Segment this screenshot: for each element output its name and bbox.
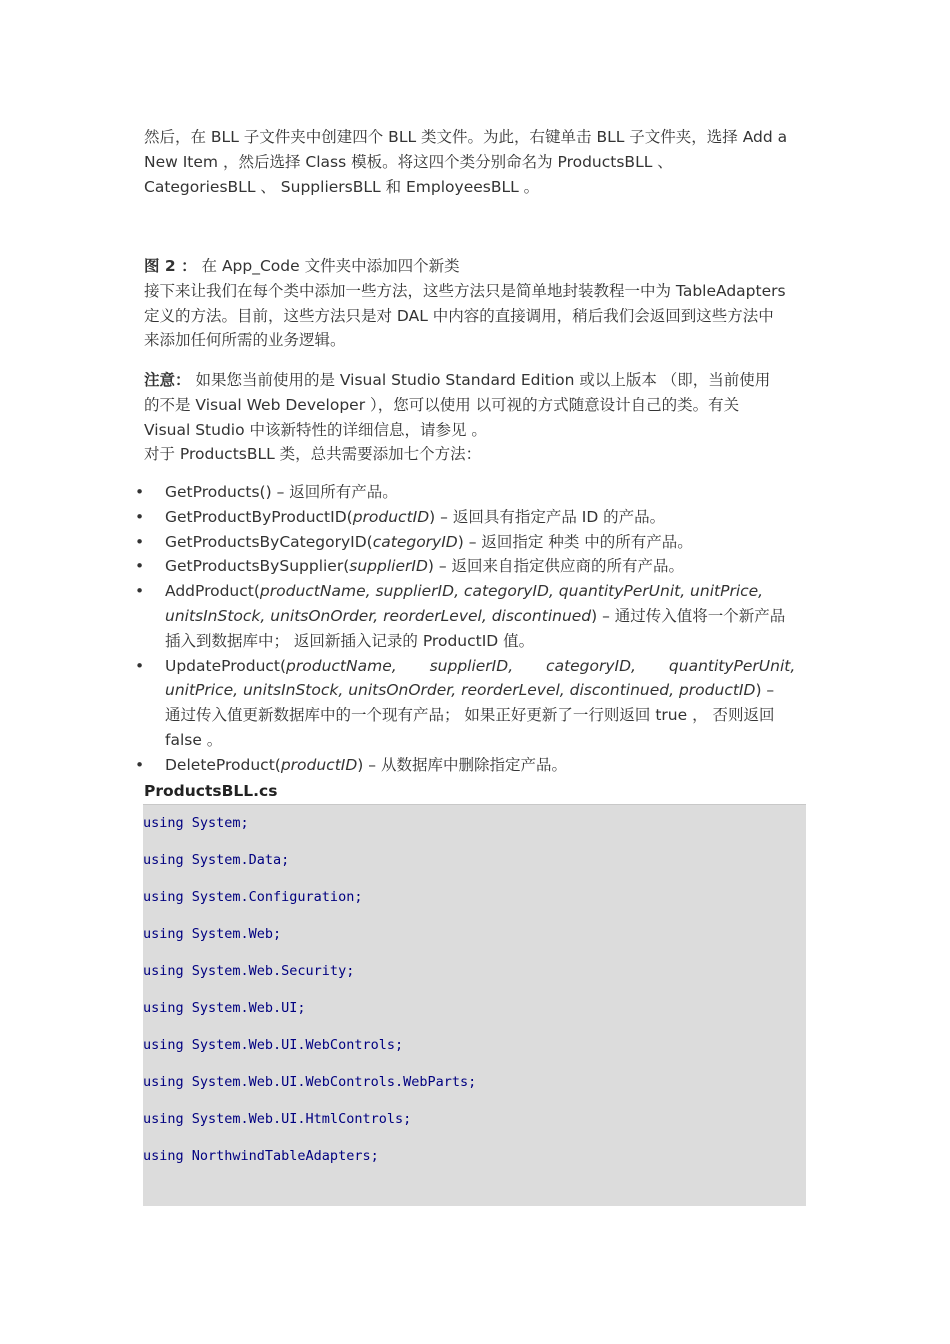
note-line-3: Visual Studio 中该新特性的详细信息，请参见 。 (144, 420, 487, 439)
intro-line-3: CategoriesBLL 、 SuppliersBLL 和 EmployeesBLL 。 (144, 177, 540, 196)
figure-caption-paragraph (144, 254, 807, 353)
code-line: using System.Web.UI; (143, 1000, 306, 1016)
code-line: using System.Web; (143, 926, 282, 942)
note-line-2: 的不是 Visual Web Developer ），您可以使用 以可视的方式随意设计自己的类。有关 (144, 395, 740, 414)
code-line: using System.Web.UI.WebControls; (143, 1037, 404, 1053)
code-line: using NorthwindTableAdapters; (143, 1148, 379, 1164)
list-item: • DeleteProduct(productID) – 从数据库中删除指定产品。 (135, 755, 567, 774)
code-line: using System.Web.Security; (143, 963, 355, 979)
list-item: • GetProductsByCategoryID(categoryID) – 返回指定 种类 中的所有产品。 (135, 532, 693, 551)
intro-line-1: 然后，在 BLL 子文件夹中创建四个 BLL 类文件。为此，右键单击 BLL 子文件夹，选择 Add a (144, 128, 788, 146)
list-item: • GetProductsBySupplier(supplierID) – 返回来自指定供应商的所有产品。 (135, 557, 685, 576)
note-line-1: 注意： 如果您当前使用的是 Visual Studio Standard Edition 或以上版本 （即，当前使用 (144, 371, 771, 389)
code-block (143, 804, 806, 1206)
intro-line-2: New Item ，然后选择 Class 模板。将这四个类分别命名为 ProductsBLL 、 (144, 152, 673, 171)
list-item: • AddProduct(productName, supplierID, categoryID, quantityPerUnit, unitPrice, unitsInStock, unitsOnOrder, reorderLevel, discontinued) – 通过传入值将一个新产品 插入到数据库中； 返回新插入记录的 ProductID 值。 (135, 582, 786, 650)
list-item: • GetProductByProductID(productID) – 返回具有指定产品 ID 的产品。 (135, 507, 666, 526)
list-item: • UpdateProduct( productName, supplierID, categoryID, quantityPerUnit, unitPrice, unitsInStock, unitsOnOrder, reorderLevel, discontinued, productID) – 通过传入值更新数据库中的一个现有产品； 如果正好更新了一行则返回 true ， 否则返回 false 。 (135, 656, 796, 749)
list-item: • GetProducts() – 返回所有产品。 (135, 483, 398, 501)
code-line: using System; (143, 815, 249, 831)
note-label: 注意： (144, 371, 191, 389)
intro-paragraph (144, 125, 807, 199)
figure-caption (144, 254, 807, 279)
figure-line-1: 接下来让我们在每个类中添加一些方法，这些方法只是简单地封装教程一中为 TableAdapters (144, 281, 786, 300)
code-file-title: ProductsBLL.cs (144, 782, 278, 800)
note-line-4: 对于 ProductsBLL 类，总共需要添加七个方法： (144, 445, 482, 464)
figure-label: 图 2 ： (144, 257, 197, 275)
code-line: using System.Web.UI.WebControls.WebParts; (143, 1074, 477, 1090)
figure-caption-text: 在 App_Code 文件夹中添加四个新类 (201, 257, 460, 275)
method-list (135, 480, 807, 778)
note-paragraph (144, 368, 807, 467)
code-line: using System.Data; (143, 852, 290, 868)
code-line: using System.Web.UI.HtmlControls; (143, 1111, 412, 1127)
code-line: using System.Configuration; (143, 889, 363, 905)
figure-line-2: 定义的方法。目前，这些方法只是对 DAL 中内容的直接调用，稍后我们会返回到这些方法中 (144, 306, 774, 325)
figure-line-3: 来添加任何所需的业务逻辑。 (144, 331, 346, 350)
